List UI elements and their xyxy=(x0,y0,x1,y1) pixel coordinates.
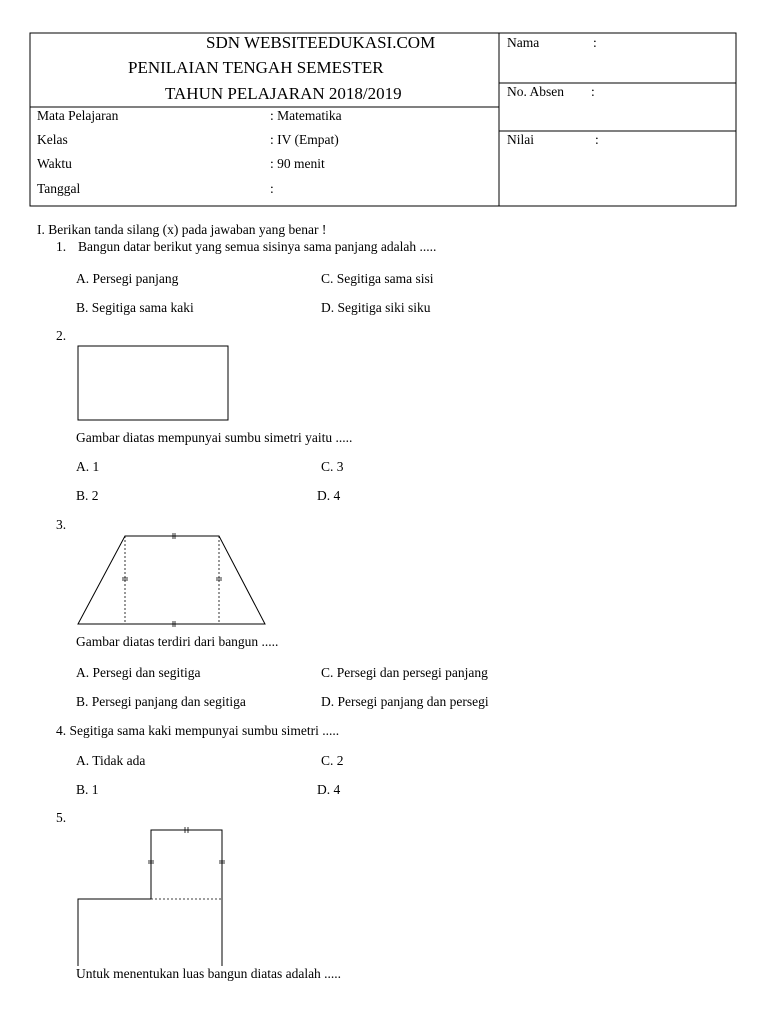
exam-title: PENILAIAN TENGAH SEMESTER xyxy=(128,58,384,77)
student-score-colon: : xyxy=(595,132,599,147)
q2-option-a: A. 1 xyxy=(76,459,100,474)
student-absen-colon: : xyxy=(591,84,595,99)
q1-option-b: B. Segitiga sama kaki xyxy=(76,300,194,315)
q2-text: Gambar diatas mempunyai sumbu simetri yaitu ..... xyxy=(76,430,353,445)
info-value-subject: : Matematika xyxy=(270,108,342,123)
q3-option-a: A. Persegi dan segitiga xyxy=(76,665,201,680)
info-label-date: Tanggal xyxy=(37,181,81,196)
q3-option-b: B. Persegi panjang dan segitiga xyxy=(76,694,246,709)
q2-option-b: B. 2 xyxy=(76,488,99,503)
q1-option-a: A. Persegi panjang xyxy=(76,271,179,286)
q2-number: 2. xyxy=(56,328,67,343)
section-instruction: I. Berikan tanda silang (x) pada jawaban yang benar ! xyxy=(37,222,327,237)
q5-text: Untuk menentukan luas bangun diatas adalah ..... xyxy=(76,966,342,981)
q4-text: 4. Segitiga sama kaki mempunyai sumbu simetri ..... xyxy=(56,723,340,738)
q4-option-a: A. Tidak ada xyxy=(76,753,146,768)
q4-option-d: D. 4 xyxy=(317,782,341,797)
info-value-class: : IV (Empat) xyxy=(270,132,339,147)
academic-year: TAHUN PELAJARAN 2018/2019 xyxy=(165,84,402,103)
q2-option-d: D. 4 xyxy=(317,488,341,503)
q3-text: Gambar diatas terdiri dari bangun ..... xyxy=(76,634,279,649)
q3-option-c: C. Persegi dan persegi panjang xyxy=(321,665,488,680)
q1-text: Bangun datar berikut yang semua sisinya sama panjang adalah ..... xyxy=(78,239,437,254)
info-label-time: Waktu xyxy=(37,156,72,171)
info-value-date: : xyxy=(270,181,274,196)
info-label-subject: Mata Pelajaran xyxy=(37,108,119,123)
q4-option-c: C. 2 xyxy=(321,753,344,768)
q1-option-c: C. Segitiga sama sisi xyxy=(321,271,434,286)
q4-option-b: B. 1 xyxy=(76,782,99,797)
q1-number: 1. xyxy=(56,239,67,254)
q2-option-c: C. 3 xyxy=(321,459,344,474)
q5-number: 5. xyxy=(56,810,67,825)
student-name-label: Nama xyxy=(507,35,540,50)
student-score-label: Nilai xyxy=(507,132,534,147)
school-name: SDN WEBSITEEDUKASI.COM xyxy=(206,33,436,52)
q3-option-d: D. Persegi panjang dan persegi xyxy=(321,694,489,709)
q3-number: 3. xyxy=(56,517,67,532)
student-name-colon: : xyxy=(593,35,597,50)
info-value-time: : 90 menit xyxy=(270,156,325,171)
info-label-class: Kelas xyxy=(37,132,68,147)
q1-option-d: D. Segitiga siki siku xyxy=(321,300,431,315)
student-absen-label: No. Absen xyxy=(507,84,564,99)
